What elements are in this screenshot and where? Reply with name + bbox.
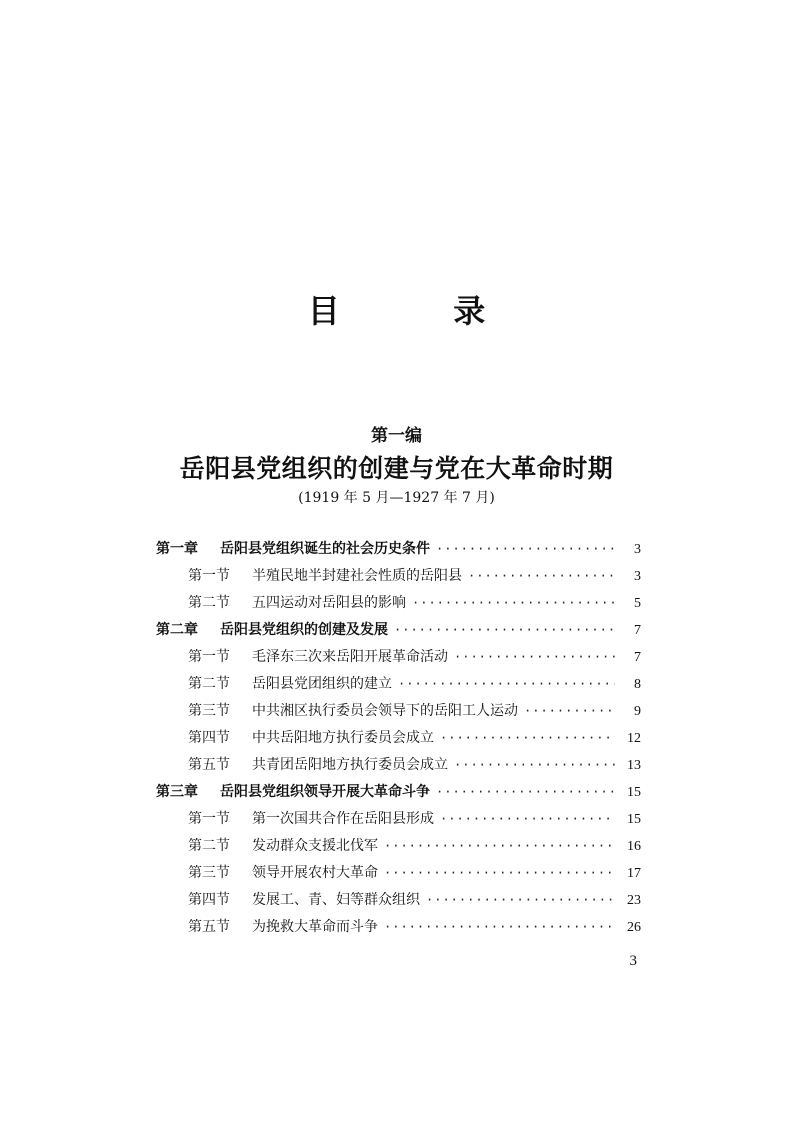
toc-entry-page: 23 <box>627 893 641 908</box>
page-number: 3 <box>629 953 637 969</box>
toc-entry-title: 发展工、青、妇等群众组织 <box>252 892 420 908</box>
toc-entry-title: 岳阳县党组织诞生的社会历史条件 <box>220 541 430 557</box>
part-period: (1919 年 5 月—1927 年 7 月) <box>298 490 495 506</box>
toc-entry-title: 为挽救大革命而斗争 <box>252 919 378 935</box>
toc-entry-title: 中共湘区执行委员会领导下的岳阳工人运动 <box>252 703 518 719</box>
toc-dot-leader <box>454 758 615 772</box>
toc-chapter-entry[interactable] <box>156 781 641 808</box>
toc-section-entry[interactable] <box>156 754 641 781</box>
toc-entry-number: 第一节 <box>188 568 230 584</box>
toc-entry-title: 共青团岳阳地方执行委员会成立 <box>252 757 448 773</box>
toc-entry-title: 岳阳县党团组织的建立 <box>252 676 392 692</box>
toc-chapter-entry[interactable] <box>156 619 641 646</box>
toc-entry-page: 7 <box>634 650 641 665</box>
part-title: 岳阳县党组织的创建与党在大革命时期 <box>179 454 614 483</box>
toc-dot-leader <box>426 893 615 907</box>
toc-entry-number: 第一节 <box>188 811 230 827</box>
toc-entry-title: 发动群众支援北伐军 <box>252 838 378 854</box>
toc-entry-page: 15 <box>627 812 641 827</box>
toc-dot-leader <box>454 650 615 664</box>
toc-entry-page: 12 <box>627 731 641 746</box>
toc-entry-title: 半殖民地半封建社会性质的岳阳县 <box>252 568 462 584</box>
toc-entry-number: 第三节 <box>188 703 230 719</box>
toc-entry-page: 8 <box>634 677 641 692</box>
toc-entry-title: 岳阳县党组织的创建及发展 <box>220 622 388 638</box>
toc-entry-number: 第四节 <box>188 730 230 746</box>
toc-entry-page: 3 <box>634 569 641 584</box>
toc-entry-number: 第一节 <box>188 649 230 665</box>
toc-entry-page: 26 <box>627 920 641 935</box>
toc-entry-page: 7 <box>634 623 641 638</box>
toc-entry-title: 中共岳阳地方执行委员会成立 <box>252 730 434 746</box>
toc-dot-leader <box>468 569 615 583</box>
toc-entry-number: 第二章 <box>156 622 198 638</box>
toc-entry-title: 五四运动对岳阳县的影响 <box>252 595 406 611</box>
toc-entry-number: 第三节 <box>188 865 230 881</box>
toc-entry-number: 第一章 <box>156 541 198 557</box>
toc-entry-page: 13 <box>627 758 641 773</box>
toc-section-entry[interactable] <box>156 673 641 700</box>
toc-entry-page: 9 <box>634 704 641 719</box>
toc-entry-number: 第四节 <box>188 892 230 908</box>
toc-dot-leader <box>436 542 615 556</box>
toc-dot-leader <box>384 920 615 934</box>
toc-dot-leader <box>398 677 615 691</box>
toc-entry-number: 第二节 <box>188 676 230 692</box>
toc-section-entry[interactable] <box>156 565 641 592</box>
toc-dot-leader <box>384 866 615 880</box>
toc-entry-page: 3 <box>634 542 641 557</box>
toc-entry-title: 岳阳县党组织领导开展大革命斗争 <box>220 784 430 800</box>
toc-dot-leader <box>524 704 615 718</box>
toc-entry-title: 毛泽东三次来岳阳开展革命活动 <box>252 649 448 665</box>
toc-entry-number: 第五节 <box>188 919 230 935</box>
toc-dot-leader <box>436 785 615 799</box>
toc-section-entry[interactable] <box>156 862 641 889</box>
toc-dot-leader <box>440 731 615 745</box>
toc-entry-page: 17 <box>627 866 641 881</box>
toc-section-entry[interactable] <box>156 700 641 727</box>
toc-entry-title: 第一次国共合作在岳阳县形成 <box>252 811 434 827</box>
toc-entry-number: 第二节 <box>188 838 230 854</box>
part-label: 第一编 <box>371 426 422 446</box>
toc-chapter-entry[interactable] <box>156 538 641 565</box>
toc-dot-leader <box>384 839 615 853</box>
table-of-contents <box>156 538 641 943</box>
toc-section-entry[interactable] <box>156 835 641 862</box>
page-title: 目 录 <box>307 292 537 330</box>
toc-entry-number: 第三章 <box>156 784 198 800</box>
toc-entry-number: 第五节 <box>188 757 230 773</box>
toc-section-entry[interactable] <box>156 808 641 835</box>
toc-entry-title: 领导开展农村大革命 <box>252 865 378 881</box>
toc-section-entry[interactable] <box>156 646 641 673</box>
toc-dot-leader <box>394 623 615 637</box>
toc-entry-number: 第二节 <box>188 595 230 611</box>
toc-entry-page: 5 <box>634 596 641 611</box>
toc-section-entry[interactable] <box>156 916 641 943</box>
toc-section-entry[interactable] <box>156 727 641 754</box>
toc-entry-page: 16 <box>627 839 641 854</box>
toc-entry-page: 15 <box>627 785 641 800</box>
toc-dot-leader <box>412 596 615 610</box>
toc-dot-leader <box>440 812 615 826</box>
toc-section-entry[interactable] <box>156 889 641 916</box>
toc-section-entry[interactable] <box>156 592 641 619</box>
